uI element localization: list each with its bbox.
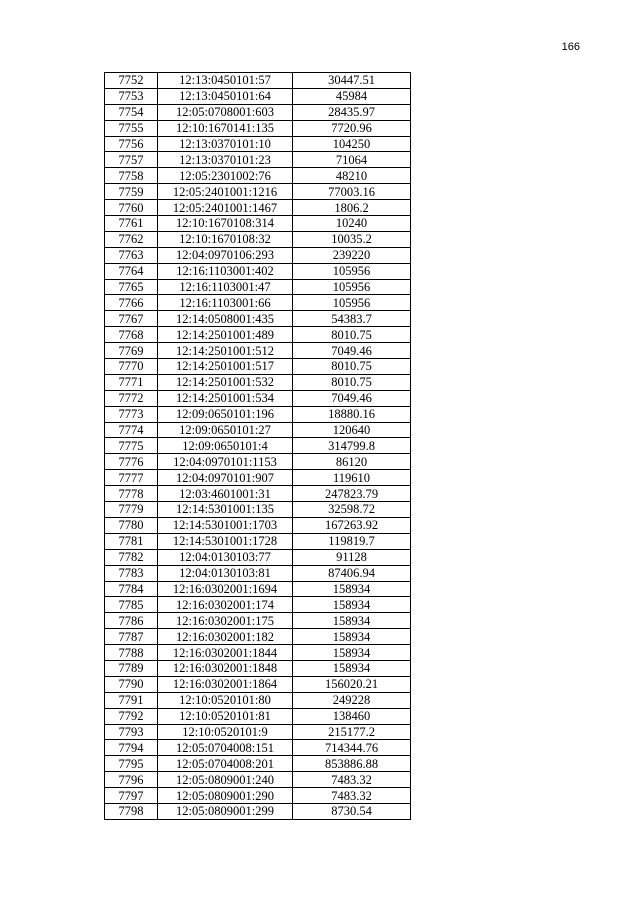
value-cell: 91128	[293, 549, 411, 565]
row-number-cell: 7785	[105, 597, 158, 613]
table-row	[105, 756, 411, 772]
row-number-cell: 7774	[105, 422, 158, 438]
value-cell: 105956	[293, 295, 411, 311]
cadastral-number-cell: 12:14:2501001:534	[158, 390, 293, 406]
row-number-cell: 7789	[105, 660, 158, 676]
table-row	[105, 645, 411, 661]
row-number-cell: 7764	[105, 263, 158, 279]
cadastral-number-cell: 12:05:0809001:299	[158, 803, 293, 819]
row-number-cell: 7769	[105, 343, 158, 359]
cadastral-number-cell: 12:16:0302001:182	[158, 629, 293, 645]
table-row	[105, 359, 411, 375]
value-cell: 314799.8	[293, 438, 411, 454]
cadastral-number-cell: 12:14:2501001:489	[158, 327, 293, 343]
value-cell: 10240	[293, 216, 411, 232]
cadastral-number-cell: 12:05:0708001:603	[158, 104, 293, 120]
cadastral-number-cell: 12:14:2501001:517	[158, 359, 293, 375]
row-number-cell: 7767	[105, 311, 158, 327]
table-row	[105, 406, 411, 422]
cadastral-number-cell: 12:14:0508001:435	[158, 311, 293, 327]
row-number-cell: 7793	[105, 724, 158, 740]
row-number-cell: 7775	[105, 438, 158, 454]
cadastral-number-cell: 12:09:0650101:4	[158, 438, 293, 454]
table-row	[105, 231, 411, 247]
row-number-cell: 7786	[105, 613, 158, 629]
table-row	[105, 470, 411, 486]
data-table	[104, 72, 411, 820]
cadastral-number-cell: 12:14:2501001:532	[158, 374, 293, 390]
table-row	[105, 327, 411, 343]
value-cell: 104250	[293, 136, 411, 152]
cadastral-number-cell: 12:14:2501001:512	[158, 343, 293, 359]
table-row	[105, 724, 411, 740]
cadastral-number-cell: 12:14:5301001:135	[158, 502, 293, 518]
table-row	[105, 120, 411, 136]
row-number-cell: 7797	[105, 788, 158, 804]
row-number-cell: 7798	[105, 803, 158, 819]
cadastral-number-cell: 12:10:0520101:80	[158, 692, 293, 708]
table-row	[105, 247, 411, 263]
cadastral-number-cell: 12:16:1103001:402	[158, 263, 293, 279]
value-cell: 71064	[293, 152, 411, 168]
table-row	[105, 73, 411, 89]
cadastral-number-cell: 12:05:0809001:240	[158, 772, 293, 788]
row-number-cell: 7756	[105, 136, 158, 152]
table-row	[105, 104, 411, 120]
table-row	[105, 422, 411, 438]
row-number-cell: 7782	[105, 549, 158, 565]
row-number-cell: 7779	[105, 502, 158, 518]
cadastral-number-cell: 12:04:0970101:1153	[158, 454, 293, 470]
value-cell: 120640	[293, 422, 411, 438]
table-row	[105, 502, 411, 518]
table-row	[105, 660, 411, 676]
row-number-cell: 7794	[105, 740, 158, 756]
table-row	[105, 311, 411, 327]
row-number-cell: 7759	[105, 184, 158, 200]
table-row	[105, 486, 411, 502]
value-cell: 158934	[293, 660, 411, 676]
row-number-cell: 7783	[105, 565, 158, 581]
value-cell: 48210	[293, 168, 411, 184]
cadastral-number-cell: 12:03:4601001:31	[158, 486, 293, 502]
value-cell: 119610	[293, 470, 411, 486]
table-row	[105, 708, 411, 724]
table-row	[105, 216, 411, 232]
row-number-cell: 7772	[105, 390, 158, 406]
table-row	[105, 597, 411, 613]
value-cell: 86120	[293, 454, 411, 470]
cadastral-number-cell: 12:16:0302001:1844	[158, 645, 293, 661]
value-cell: 119819.7	[293, 533, 411, 549]
table-row	[105, 549, 411, 565]
table-row	[105, 517, 411, 533]
row-number-cell: 7768	[105, 327, 158, 343]
value-cell: 18880.16	[293, 406, 411, 422]
table-row	[105, 454, 411, 470]
value-cell: 105956	[293, 263, 411, 279]
cadastral-number-cell: 12:10:0520101:81	[158, 708, 293, 724]
cadastral-number-cell: 12:10:1670141:135	[158, 120, 293, 136]
cadastral-number-cell: 12:10:1670108:32	[158, 231, 293, 247]
row-number-cell: 7753	[105, 88, 158, 104]
table-row	[105, 613, 411, 629]
value-cell: 87406.94	[293, 565, 411, 581]
table-row	[105, 390, 411, 406]
table-row	[105, 740, 411, 756]
cadastral-number-cell: 12:05:2401001:1467	[158, 200, 293, 216]
value-cell: 167263.92	[293, 517, 411, 533]
row-number-cell: 7765	[105, 279, 158, 295]
row-number-cell: 7762	[105, 231, 158, 247]
cadastral-number-cell: 12:05:2401001:1216	[158, 184, 293, 200]
cadastral-number-cell: 12:16:0302001:174	[158, 597, 293, 613]
table-body	[105, 73, 411, 820]
table-row	[105, 629, 411, 645]
table-row	[105, 200, 411, 216]
row-number-cell: 7795	[105, 756, 158, 772]
row-number-cell: 7790	[105, 676, 158, 692]
row-number-cell: 7754	[105, 104, 158, 120]
row-number-cell: 7776	[105, 454, 158, 470]
row-number-cell: 7755	[105, 120, 158, 136]
cadastral-number-cell: 12:04:0970101:907	[158, 470, 293, 486]
value-cell: 158934	[293, 645, 411, 661]
cadastral-number-cell: 12:13:0450101:64	[158, 88, 293, 104]
table-row	[105, 374, 411, 390]
value-cell: 77003.16	[293, 184, 411, 200]
row-number-cell: 7792	[105, 708, 158, 724]
value-cell: 8010.75	[293, 359, 411, 375]
cadastral-number-cell: 12:13:0370101:10	[158, 136, 293, 152]
value-cell: 8010.75	[293, 327, 411, 343]
value-cell: 215177.2	[293, 724, 411, 740]
row-number-cell: 7752	[105, 73, 158, 89]
value-cell: 158934	[293, 629, 411, 645]
value-cell: 158934	[293, 613, 411, 629]
cadastral-number-cell: 12:16:0302001:1864	[158, 676, 293, 692]
row-number-cell: 7781	[105, 533, 158, 549]
row-number-cell: 7757	[105, 152, 158, 168]
table-row	[105, 581, 411, 597]
value-cell: 7720.96	[293, 120, 411, 136]
cadastral-number-cell: 12:16:0302001:1848	[158, 660, 293, 676]
table-row	[105, 692, 411, 708]
value-cell: 8730.54	[293, 803, 411, 819]
table-row	[105, 676, 411, 692]
value-cell: 8010.75	[293, 374, 411, 390]
value-cell: 156020.21	[293, 676, 411, 692]
table-row	[105, 168, 411, 184]
value-cell: 158934	[293, 581, 411, 597]
value-cell: 28435.97	[293, 104, 411, 120]
cadastral-number-cell: 12:05:0809001:290	[158, 788, 293, 804]
table-row	[105, 343, 411, 359]
table-row	[105, 788, 411, 804]
cadastral-number-cell: 12:04:0130103:81	[158, 565, 293, 581]
row-number-cell: 7777	[105, 470, 158, 486]
cadastral-number-cell: 12:05:2301002:76	[158, 168, 293, 184]
value-cell: 853886.88	[293, 756, 411, 772]
row-number-cell: 7760	[105, 200, 158, 216]
cadastral-number-cell: 12:05:0704008:201	[158, 756, 293, 772]
cadastral-number-cell: 12:10:0520101:9	[158, 724, 293, 740]
value-cell: 247823.79	[293, 486, 411, 502]
cadastral-number-cell: 12:09:0650101:27	[158, 422, 293, 438]
cadastral-number-cell: 12:05:0704008:151	[158, 740, 293, 756]
table-row	[105, 803, 411, 819]
cadastral-number-cell: 12:16:0302001:1694	[158, 581, 293, 597]
table-row	[105, 263, 411, 279]
table-row	[105, 295, 411, 311]
row-number-cell: 7766	[105, 295, 158, 311]
value-cell: 7483.32	[293, 772, 411, 788]
table-row	[105, 772, 411, 788]
row-number-cell: 7771	[105, 374, 158, 390]
cadastral-number-cell: 12:13:0450101:57	[158, 73, 293, 89]
cadastral-number-cell: 12:16:0302001:175	[158, 613, 293, 629]
value-cell: 158934	[293, 597, 411, 613]
row-number-cell: 7787	[105, 629, 158, 645]
row-number-cell: 7784	[105, 581, 158, 597]
value-cell: 7049.46	[293, 390, 411, 406]
value-cell: 1806.2	[293, 200, 411, 216]
row-number-cell: 7763	[105, 247, 158, 263]
table-row	[105, 88, 411, 104]
table-row	[105, 565, 411, 581]
value-cell: 239220	[293, 247, 411, 263]
value-cell: 30447.51	[293, 73, 411, 89]
table-row	[105, 152, 411, 168]
table-row	[105, 184, 411, 200]
row-number-cell: 7791	[105, 692, 158, 708]
cadastral-number-cell: 12:10:1670108:314	[158, 216, 293, 232]
cadastral-number-cell: 12:04:0130103:77	[158, 549, 293, 565]
cadastral-number-cell: 12:14:5301001:1728	[158, 533, 293, 549]
value-cell: 54383.7	[293, 311, 411, 327]
cadastral-number-cell: 12:09:0650101:196	[158, 406, 293, 422]
value-cell: 7483.32	[293, 788, 411, 804]
table-row	[105, 136, 411, 152]
value-cell: 249228	[293, 692, 411, 708]
row-number-cell: 7761	[105, 216, 158, 232]
cadastral-number-cell: 12:14:5301001:1703	[158, 517, 293, 533]
row-number-cell: 7796	[105, 772, 158, 788]
cadastral-number-cell: 12:04:0970106:293	[158, 247, 293, 263]
cadastral-number-cell: 12:13:0370101:23	[158, 152, 293, 168]
value-cell: 105956	[293, 279, 411, 295]
cadastral-number-cell: 12:16:1103001:66	[158, 295, 293, 311]
row-number-cell: 7778	[105, 486, 158, 502]
value-cell: 7049.46	[293, 343, 411, 359]
value-cell: 714344.76	[293, 740, 411, 756]
row-number-cell: 7758	[105, 168, 158, 184]
page-number: 166	[561, 41, 580, 53]
table-row	[105, 438, 411, 454]
value-cell: 32598.72	[293, 502, 411, 518]
table-row	[105, 533, 411, 549]
row-number-cell: 7780	[105, 517, 158, 533]
row-number-cell: 7770	[105, 359, 158, 375]
cadastral-number-cell: 12:16:1103001:47	[158, 279, 293, 295]
value-cell: 45984	[293, 88, 411, 104]
row-number-cell: 7788	[105, 645, 158, 661]
row-number-cell: 7773	[105, 406, 158, 422]
value-cell: 10035.2	[293, 231, 411, 247]
value-cell: 138460	[293, 708, 411, 724]
table-row	[105, 279, 411, 295]
